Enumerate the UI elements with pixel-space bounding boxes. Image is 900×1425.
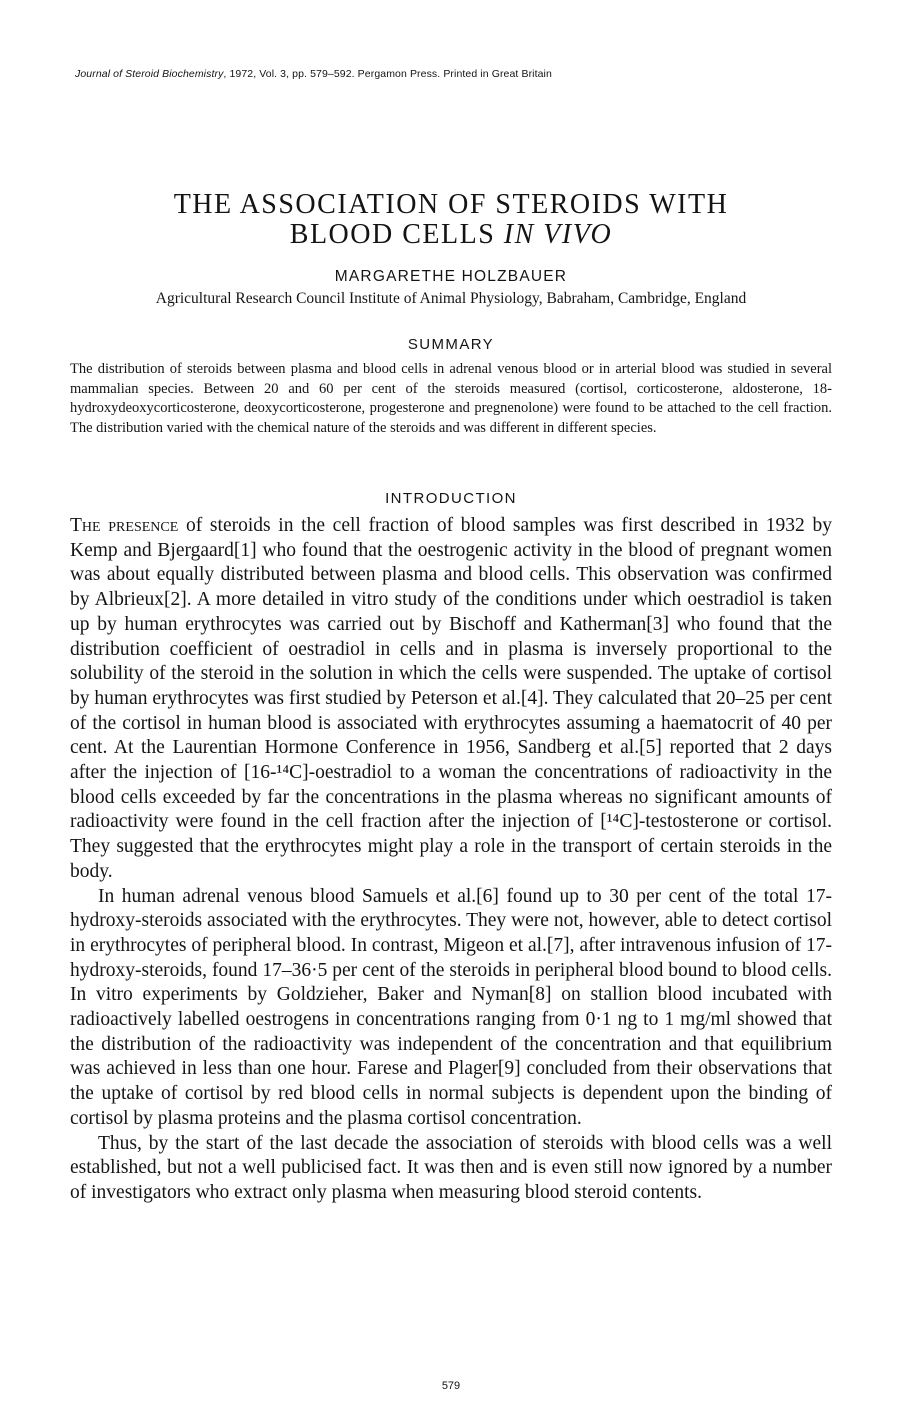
title-line-1: THE ASSOCIATION OF STEROIDS WITH — [173, 189, 729, 220]
paragraph — [70, 514, 832, 885]
summary-heading: SUMMARY — [407, 336, 495, 353]
summary-text: The distribution of steroids between plasma and blood cells in adrenal venous blood or in arterial blood was studied in several mammalian species. Between 20 and 60 per cent of the steroids measured (cortisol, corticosterone, aldosterone, 18-hydroxydeoxycorticosterone, deoxycorticosterone, progesterone and pregnenolone) were found to be attached to the cell fraction. The distribution varied with the chemical nature of the steroids and was different in different species. — [70, 361, 832, 436]
article-title — [70, 190, 832, 250]
introduction-body — [70, 514, 832, 1206]
paragraph-lead-in: The presence — [70, 515, 179, 536]
paragraph: Thus, by the start of the last decade the association of steroids with blood cells was a well established, but not a well publicised fact. It was then and is even still now ignored by a number of investigators who extract only plasma when measuring blood steroid contents. — [70, 1132, 832, 1203]
journal-page — [70, 0, 832, 1425]
title-line-2 — [70, 220, 832, 250]
running-head — [75, 68, 552, 80]
citation-info: , 1972, Vol. 3, pp. 579–592. Pergamon Press. Printed in Great Britain — [223, 68, 552, 80]
title-line-2-roman: BLOOD CELLS — [289, 219, 504, 250]
paragraph: In human adrenal venous blood Samuels et al.[6] found up to 30 per cent of the total 17-hydroxy-steroids associated with the erythrocytes. They were not, however, able to detect cortisol in erythrocytes of peripheral blood. In contrast, Migeon et al.[7], after intravenous infusion of 17-hydroxy-steroids, found 17–36·5 per cent of the steroids in peripheral blood bound to blood cells. In vitro experiments by Goldzieher, Baker and Nyman[8] on stallion blood incubated with radioactively labelled oestrogens in concentrations ranging from 0·1 ng to 1 mg/ml showed that the distribution of the radioactivity was independent of the concentration and that equilibrium was achieved in less than one hour. Farese and Plager[9] concluded from their observations that the uptake of cortisol by red blood cells in normal subjects is dependent upon the binding of cortisol by plasma proteins and the plasma cortisol concentration. — [70, 885, 832, 1129]
author-name: MARGARETHE HOLZBAUER — [334, 268, 568, 285]
page-number: 579 — [441, 1380, 461, 1392]
paragraph-text: of steroids in the cell fraction of blood samples was first described in 1932 by Kemp and Bjergaard[1] who found that the oestrogenic activity in the blood of pregnant women was about equally distributed between plasma and blood cells. This observation was confirmed by Albrieux[2]. A more detailed in vitro study of the conditions under which oestradiol is taken up by human erythrocytes was carried out by Bischoff and Katherman[3] who found that the distribution coefficient of oestradiol in cells and in plasma is inversely proportional to the solubility of the steroid in the solution in which the cells were suspended. The uptake of cortisol by human erythrocytes was first studied by Peterson et al.[4]. They calculated that 20–25 per cent of the cortisol in human blood is associated with erythrocytes assuming a haematocrit of 40 per cent. At the Laurentian Hormone Conference in 1956, Sandberg et al.[5] reported that 2 days after the injection of [16-¹⁴C]-oestradiol to a woman the concentrations of radioactivity in the blood cells exceeded by far the concentrations in the plasma whereas no significant amounts of radioactivity were found in the cell fraction after the injection of [¹⁴C]-testosterone or cortisol. They suggested that the erythrocytes might play a role in the transport of certain steroids in the body. — [70, 515, 833, 882]
affiliation: Agricultural Research Council Institute of Animal Physiology, Babraham, Cambridge, England — [155, 290, 747, 307]
introduction-heading: INTRODUCTION — [385, 490, 517, 507]
journal-name: Journal of Steroid Biochemistry — [75, 68, 224, 80]
title-line-2-italic: IN VIVO — [503, 219, 613, 250]
